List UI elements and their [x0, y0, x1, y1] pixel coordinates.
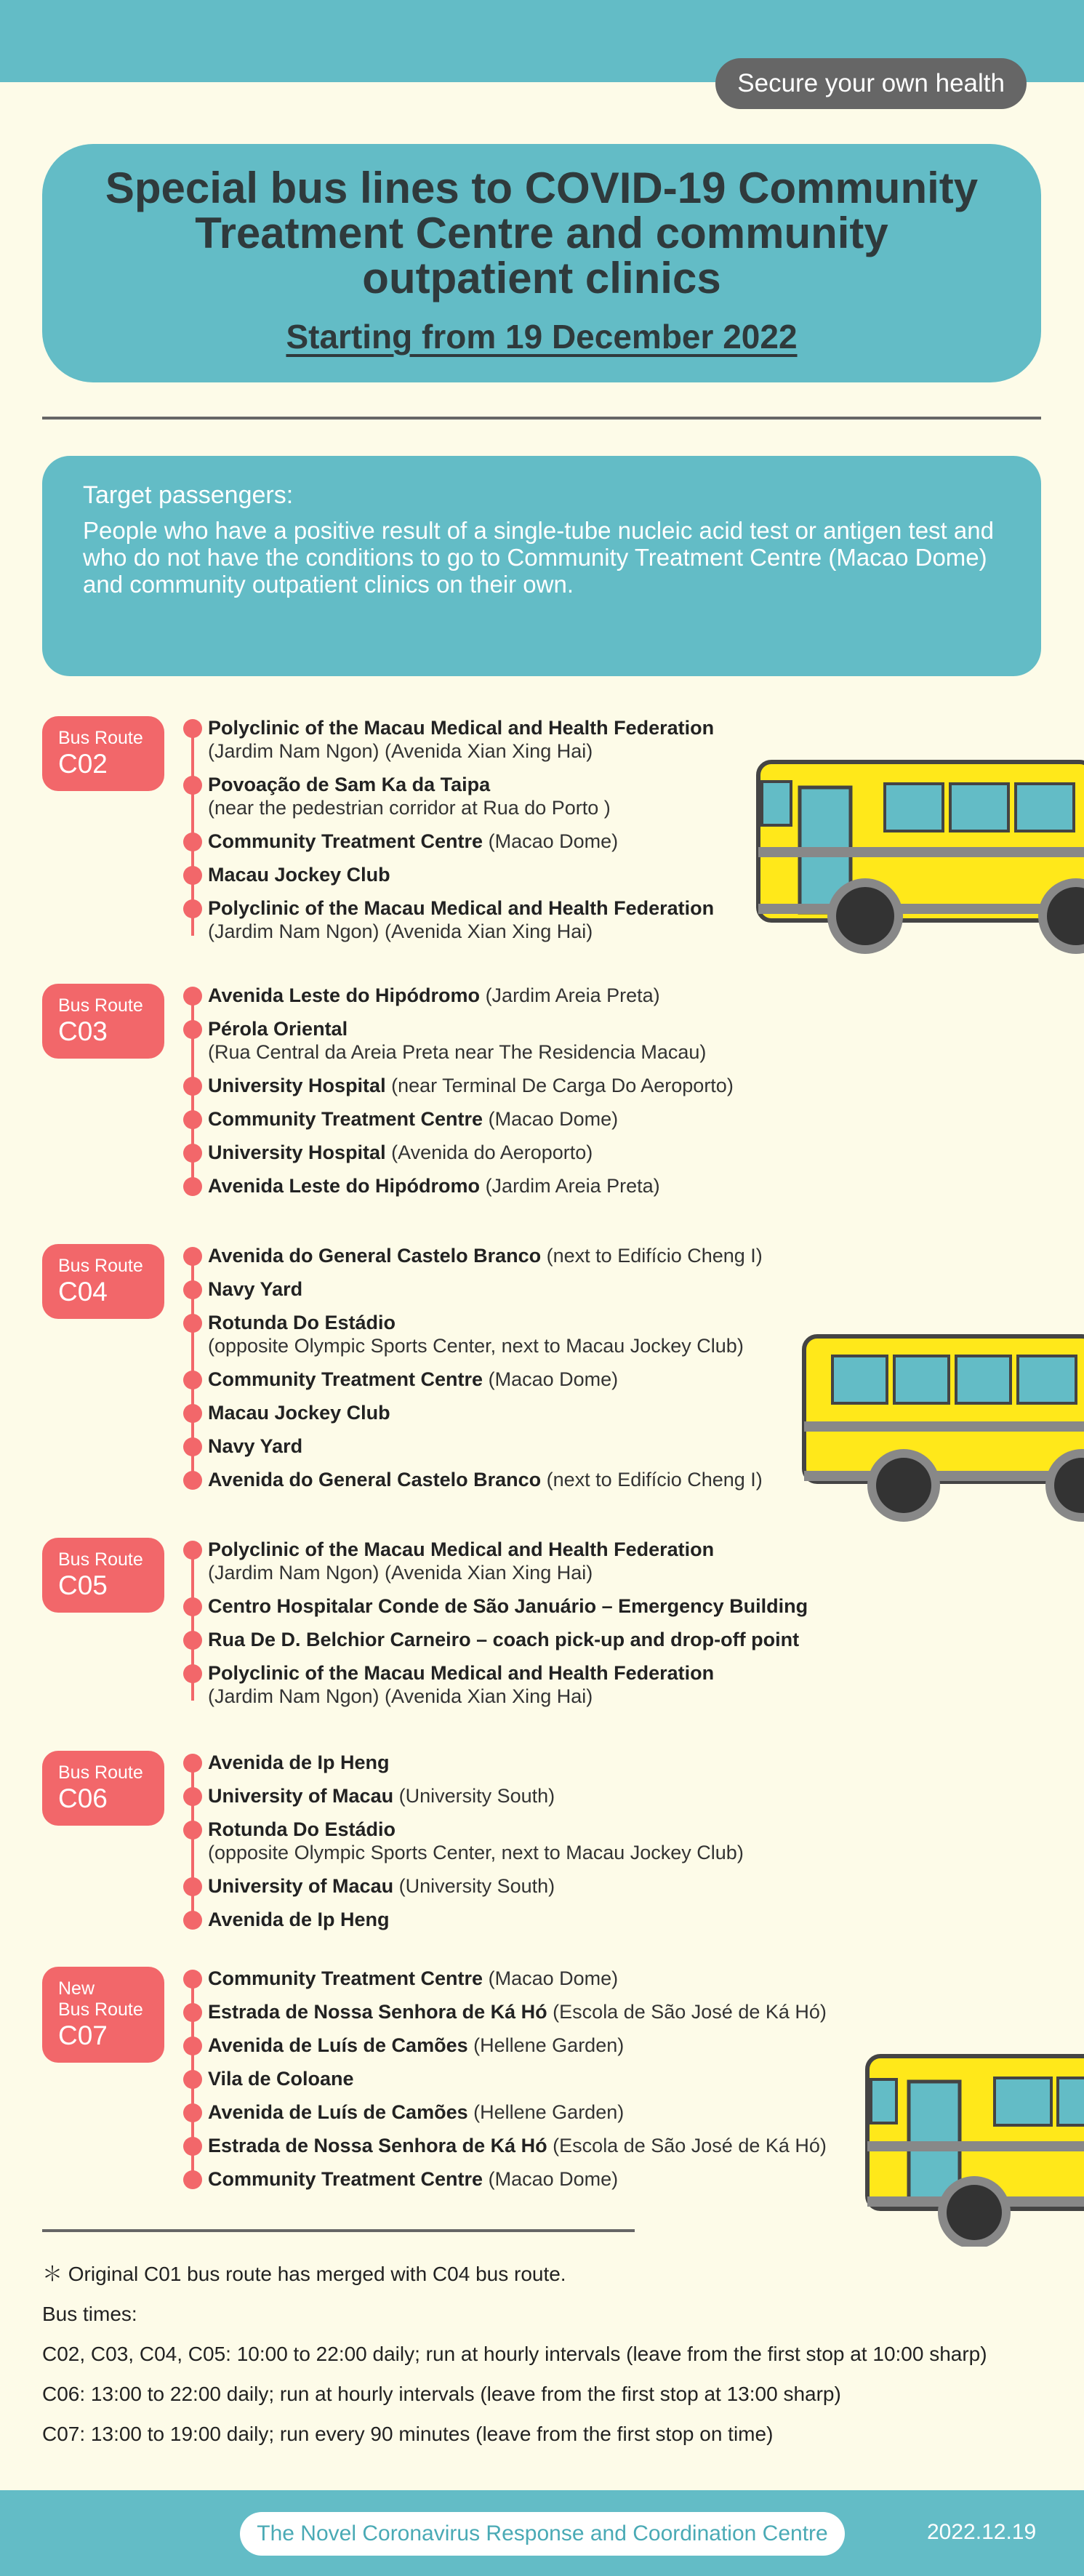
stop-dot-icon: [183, 1877, 202, 1896]
bus-stop: [183, 1751, 744, 1774]
route-code: C05: [58, 1570, 108, 1600]
bus-times-line: C02, C03, C04, C05: 10:00 to 22:00 daily; run at hourly intervals (leave from the first stop at 10:00 sharp): [42, 2343, 987, 2365]
stop-dot-icon: [183, 1541, 202, 1560]
bus-stop: [183, 1277, 763, 1301]
footer-org-pill: [240, 2512, 845, 2556]
route-badge: [42, 1538, 164, 1613]
start-date: Starting from 19 December 2022: [286, 318, 798, 356]
stop-dot-icon: [183, 1404, 202, 1423]
stop-name: Polyclinic of the Macau Medical and Health Federation: [208, 717, 715, 739]
bus-stop: [183, 1594, 808, 1618]
stop-list: [183, 1538, 808, 1718]
stop-note: (Jardim Areia Preta): [485, 1175, 660, 1197]
bus-illustration-3: [865, 2054, 1084, 2247]
bus-stop: [183, 1311, 763, 1357]
bus-stop: [183, 896, 714, 943]
bus-illustration-1: [756, 760, 1084, 956]
stop-name: Pérola Oriental: [208, 1018, 348, 1040]
stop-sub-note: (Rua Central da Areia Preta near The Residencia Macau): [208, 1041, 707, 1063]
stop-name: Navy Yard: [208, 1435, 303, 1457]
stop-dot-icon: [183, 1821, 202, 1839]
stop-sub-note: (Jardim Nam Ngon) (Avenida Xian Xing Hai): [208, 920, 593, 942]
stop-name: Centro Hospitalar Conde de São Januário – Emergency Building: [208, 1595, 808, 1617]
bus-times-line: C07: 13:00 to 19:00 daily; run every 90 minutes (leave from the first stop on time): [42, 2423, 774, 2445]
page-title: Special bus lines to COVID-19 Community Treatment Centre and community outpatient clinics: [105, 164, 979, 302]
stop-sub-note: (opposite Olympic Sports Center, next to Macau Jockey Club): [208, 1842, 744, 1863]
stop-note: (Macao Dome): [488, 1368, 619, 1390]
stop-note: (Macao Dome): [488, 830, 619, 852]
bus-times-heading: Bus times:: [42, 2303, 137, 2325]
footer-org: The Novel Coronavirus Response and Coordination Centre: [257, 2521, 828, 2545]
stop-sub-note: (Jardim Nam Ngon) (Avenida Xian Xing Hai): [208, 740, 593, 762]
stop-sub-note: (opposite Olympic Sports Center, next to Macau Jockey Club): [208, 1335, 744, 1357]
stop-dot-icon: [183, 2003, 202, 2022]
stop-note: (Macao Dome): [488, 1108, 619, 1130]
stop-name: Polyclinic of the Macau Medical and Health Federation: [208, 1662, 715, 1684]
stop-dot-icon: [183, 2170, 202, 2189]
stop-note: (Macao Dome): [488, 2168, 619, 2190]
stop-note: (Hellene Garden): [473, 2101, 625, 2123]
route-badge: [42, 1244, 164, 1319]
bus-stop: [183, 2067, 827, 2090]
stop-name: Avenida Leste do Hipódromo: [208, 1175, 481, 1197]
target-heading: Target passengers:: [83, 481, 294, 509]
stop-note: (Escola de São José de Ká Hó): [553, 2135, 827, 2156]
stop-dot-icon: [183, 2037, 202, 2055]
stop-dot-icon: [183, 987, 202, 1006]
bus-stop: [183, 2000, 827, 2023]
stop-name: Avenida do General Castelo Branco: [208, 1469, 542, 1490]
route-code: C02: [58, 749, 108, 779]
stop-list: [183, 1967, 827, 2201]
stop-note: (Macao Dome): [488, 1967, 619, 1989]
stop-dot-icon: [183, 719, 202, 738]
stop-list: [183, 1244, 763, 1501]
stop-dot-icon: [183, 1020, 202, 1039]
stop-note: (near Terminal De Carga Do Aeroporto): [391, 1075, 734, 1096]
bus-stop: [183, 2167, 827, 2191]
bus-stop: [183, 1401, 763, 1424]
stop-sub-note: (Jardim Nam Ngon) (Avenida Xian Xing Hai): [208, 1685, 593, 1707]
bus-times-line: C06: 13:00 to 22:00 daily; run at hourly intervals (leave from the first stop at 13:00 sharp): [42, 2383, 841, 2405]
stop-dot-icon: [183, 1144, 202, 1163]
stop-dot-icon: [183, 1280, 202, 1299]
tagline-pill: [715, 58, 1027, 109]
stop-name: Rotunda Do Estádio: [208, 1312, 396, 1333]
route-label: Bus Route: [58, 1762, 143, 1783]
route-code: C06: [58, 1783, 108, 1813]
route-label: Bus Route: [58, 1999, 143, 2020]
stop-name: Rua De D. Belchior Carneiro – coach pick-up and drop-off point: [208, 1629, 800, 1650]
tagline-text: Secure your own health: [737, 69, 1005, 97]
route-code: C07: [58, 2021, 108, 2050]
route-label: Bus Route: [58, 1549, 143, 1570]
stop-note: (University South): [398, 1875, 555, 1897]
stop-name: Vila de Coloane: [208, 2068, 354, 2090]
stop-name: Navy Yard: [208, 1278, 303, 1300]
bus-stop: [183, 1074, 734, 1097]
stop-name: Estrada de Nossa Senhora de Ká Hó: [208, 2001, 547, 2023]
bus-stop: [183, 2100, 827, 2124]
footer-date: 2022.12.19: [927, 2520, 1037, 2544]
bus-stop: [183, 830, 714, 853]
stop-name: Estrada de Nossa Senhora de Ká Hó: [208, 2135, 547, 2156]
route-badge: [42, 1967, 164, 2063]
route-label: Bus Route: [58, 1256, 143, 1276]
stop-name: Polyclinic of the Macau Medical and Health Federation: [208, 1538, 715, 1560]
route-label: Bus Route: [58, 995, 143, 1016]
stop-sub-note: (near the pedestrian corridor at Rua do Porto ): [208, 797, 611, 819]
stop-dot-icon: [183, 1754, 202, 1773]
bus-stop: [183, 1818, 744, 1864]
bus-stop: [183, 1368, 763, 1391]
stop-name: Community Treatment Centre: [208, 1108, 483, 1130]
stop-dot-icon: [183, 1597, 202, 1616]
bus-stop: [183, 1908, 744, 1931]
stop-name: University of Macau: [208, 1875, 394, 1897]
stop-name: Community Treatment Centre: [208, 1967, 483, 1989]
notes-section: [42, 2263, 987, 2463]
stop-dot-icon: [183, 2137, 202, 2156]
stop-dot-icon: [183, 1911, 202, 1930]
stop-name: University Hospital: [208, 1141, 386, 1163]
stop-dot-icon: [183, 1437, 202, 1456]
stop-dot-icon: [183, 1371, 202, 1389]
stop-name: Community Treatment Centre: [208, 1368, 483, 1390]
stop-name: Avenida Leste do Hipódromo: [208, 984, 481, 1006]
bus-stop: [183, 1874, 744, 1898]
title-divider: [42, 417, 1041, 420]
bus-stop: [183, 1628, 808, 1651]
stop-dot-icon: [183, 1177, 202, 1196]
stop-name: Community Treatment Centre: [208, 830, 483, 852]
stop-name: Macau Jockey Club: [208, 1402, 390, 1424]
bus-stop: [183, 863, 714, 886]
stop-name: University Hospital: [208, 1075, 386, 1096]
stop-name: Povoação de Sam Ka da Taipa: [208, 774, 491, 795]
stop-name: Polyclinic of the Macau Medical and Health Federation: [208, 897, 715, 919]
stop-dot-icon: [183, 1631, 202, 1650]
bus-stop: [183, 1967, 827, 1990]
bus-stop: [183, 1468, 763, 1491]
route-label: Bus Route: [58, 728, 143, 748]
bus-stop: [183, 2134, 827, 2157]
stop-dot-icon: [183, 866, 202, 885]
stop-dot-icon: [183, 1787, 202, 1806]
stop-note: (next to Edifício Cheng I): [546, 1245, 763, 1267]
title-box: [42, 144, 1041, 382]
stop-note: (Hellene Garden): [473, 2034, 625, 2056]
stop-name: Macau Jockey Club: [208, 864, 390, 886]
stop-name: Community Treatment Centre: [208, 2168, 483, 2190]
stop-note: (Escola de São José de Ká Hó): [553, 2001, 827, 2023]
stop-name: Avenida de Ip Heng: [208, 1909, 390, 1930]
target-body: People who have a positive result of a single-tube nucleic acid test or antigen test and who do not have the conditions to go to Community Treatment Centre (Macao Dome) and community outpatient clinics on their own.: [83, 517, 994, 598]
stop-dot-icon: [183, 1970, 202, 1989]
stop-sub-note: (Jardim Nam Ngon) (Avenida Xian Xing Hai): [208, 1562, 593, 1584]
stop-dot-icon: [183, 776, 202, 795]
stop-dot-icon: [183, 1077, 202, 1096]
bus-stop: [183, 1538, 808, 1584]
stop-dot-icon: [183, 2070, 202, 2089]
stop-dot-icon: [183, 832, 202, 851]
stop-name: Avenida de Ip Heng: [208, 1752, 390, 1773]
stop-dot-icon: [183, 1664, 202, 1683]
stop-dot-icon: [183, 1110, 202, 1129]
stop-note: (University South): [398, 1785, 555, 1807]
bus-stop: [183, 984, 734, 1007]
route-code: C04: [58, 1277, 108, 1307]
route-badge: [42, 1751, 164, 1826]
bus-stop: [183, 1174, 734, 1197]
bus-stop: [183, 716, 714, 763]
route-badge: [42, 984, 164, 1059]
bus-stop: [183, 773, 714, 819]
stop-name: Avenida de Luís de Camões: [208, 2034, 468, 2056]
bus-stop: [183, 1017, 734, 1064]
stop-list: [183, 716, 714, 953]
new-label: New: [58, 1978, 95, 1999]
route-badge: [42, 716, 164, 791]
notes-divider: [42, 2229, 635, 2232]
stop-note: (Jardim Areia Preta): [485, 984, 660, 1006]
bus-stop: [183, 1244, 763, 1267]
stop-list: [183, 984, 734, 1208]
stop-dot-icon: [183, 1471, 202, 1490]
stop-dot-icon: [183, 899, 202, 918]
stop-name: Rotunda Do Estádio: [208, 1818, 396, 1840]
stop-name: Avenida do General Castelo Branco: [208, 1245, 542, 1267]
stop-note: (next to Edifício Cheng I): [546, 1469, 763, 1490]
stop-note: (Avenida do Aeroporto): [391, 1141, 593, 1163]
bus-stop: [183, 1141, 734, 1164]
stop-name: University of Macau: [208, 1785, 394, 1807]
bus-stop: [183, 1661, 808, 1708]
merge-note: ＊ Original C01 bus route has merged with C04 bus route.: [42, 2263, 566, 2285]
stop-dot-icon: [183, 1314, 202, 1333]
bus-stop: [183, 1435, 763, 1458]
stop-name: Avenida de Luís de Camões: [208, 2101, 468, 2123]
stop-dot-icon: [183, 2103, 202, 2122]
bus-illustration-2: [802, 1334, 1084, 1523]
target-passengers-box: [42, 456, 1041, 676]
bus-stop: [183, 1784, 744, 1807]
route-code: C03: [58, 1016, 108, 1046]
bus-stop: [183, 1107, 734, 1131]
bus-stop: [183, 2034, 827, 2057]
stop-dot-icon: [183, 1247, 202, 1266]
stop-list: [183, 1751, 744, 1941]
